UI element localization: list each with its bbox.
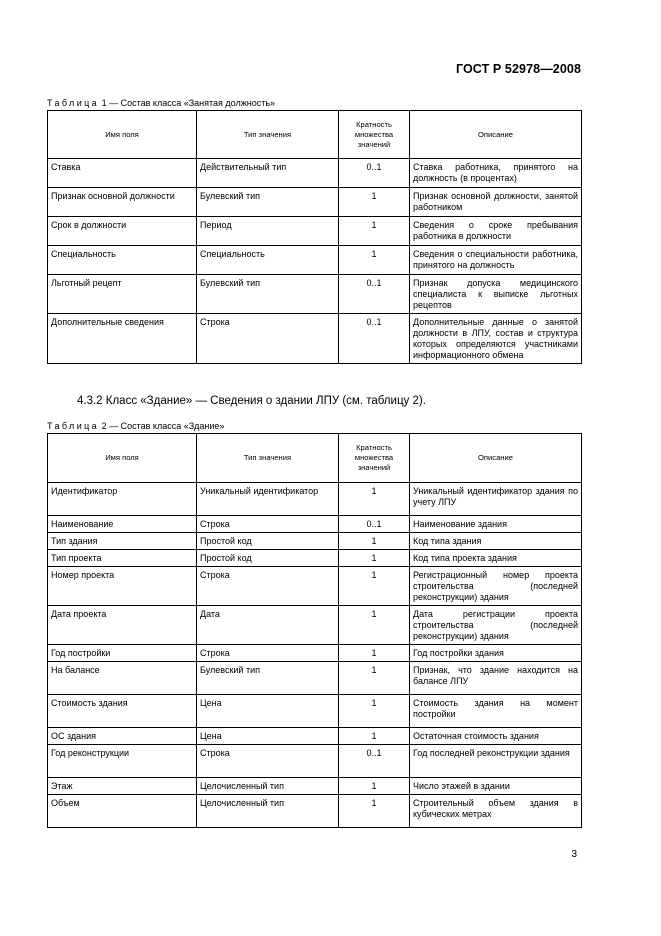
table-row: [48, 795, 582, 828]
cell-description: Код типа проекта здания: [410, 550, 582, 567]
cell-description: Год последней реконструкции здания: [410, 745, 582, 778]
cell-description: Строительный объем здания в кубических метрах: [410, 795, 582, 828]
table-row: [48, 533, 582, 550]
cell-description: Дополнительные данные о занятой должности в ЛПУ, состав и структура которых определяются участниками информационного обмена: [410, 314, 582, 364]
cell-description: Ставка работника, принятого на должность (в процентах): [410, 159, 582, 188]
table-row: [48, 483, 582, 516]
column-header-description: Описание: [410, 434, 582, 483]
column-header-name: Имя поля: [48, 434, 197, 483]
cell-name: Год постройки: [48, 645, 197, 662]
cell-description: Сведения о сроке пребывания работника в должности: [410, 217, 582, 246]
cell-type: Цена: [197, 695, 339, 728]
cell-type: Простой код: [197, 550, 339, 567]
table2: [47, 433, 582, 828]
cell-type: Строка: [197, 645, 339, 662]
cell-description: Наименование здания: [410, 516, 582, 533]
cell-type: Строка: [197, 567, 339, 606]
cell-description: Стоимость здания на момент постройки: [410, 695, 582, 728]
cell-name: Этаж: [48, 778, 197, 795]
table-row: [48, 645, 582, 662]
cell-multiplicity: 1: [339, 728, 410, 745]
cell-name: Тип здания: [48, 533, 197, 550]
cell-name: Дата проекта: [48, 606, 197, 645]
table1-caption: [47, 98, 275, 108]
cell-name: Специальность: [48, 246, 197, 275]
table1-caption-word: Таблица: [47, 98, 100, 108]
cell-type: Булевский тип: [197, 188, 339, 217]
cell-description: Уникальный идентификатор здания по учету ЛПУ: [410, 483, 582, 516]
column-header-multiplicity: Кратность множества значений: [339, 434, 410, 483]
cell-name: ОС здания: [48, 728, 197, 745]
cell-type: Цена: [197, 728, 339, 745]
cell-multiplicity: 1: [339, 533, 410, 550]
cell-multiplicity: 1: [339, 795, 410, 828]
cell-multiplicity: 1: [339, 778, 410, 795]
table-row: [48, 728, 582, 745]
table-row: [48, 778, 582, 795]
table1-caption-text: 1 — Состав класса «Занятая должность»: [101, 98, 276, 108]
cell-type: Строка: [197, 516, 339, 533]
table-row: [48, 275, 582, 314]
cell-type: Период: [197, 217, 339, 246]
page-number: 3: [571, 849, 577, 860]
cell-description: Число этажей в здании: [410, 778, 582, 795]
cell-multiplicity: 1: [339, 483, 410, 516]
cell-type: Уникальный идентификатор: [197, 483, 339, 516]
cell-name: Ставка: [48, 159, 197, 188]
cell-multiplicity: 1: [339, 550, 410, 567]
table-row: [48, 662, 582, 695]
cell-type: Строка: [197, 314, 339, 364]
cell-name: Объем: [48, 795, 197, 828]
cell-name: Тип проекта: [48, 550, 197, 567]
cell-name: Дополнительные сведения: [48, 314, 197, 364]
table-row: [48, 516, 582, 533]
table-row: [48, 745, 582, 778]
cell-description: Год постройки здания: [410, 645, 582, 662]
cell-description: Код типа здания: [410, 533, 582, 550]
cell-type: Целочисленный тип: [197, 778, 339, 795]
cell-type: Специальность: [197, 246, 339, 275]
cell-multiplicity: 1: [339, 606, 410, 645]
cell-description: Признак, что здание находится на балансе ЛПУ: [410, 662, 582, 695]
table-row: [48, 567, 582, 606]
table1: [47, 110, 582, 364]
table-row: [48, 159, 582, 188]
cell-name: Стоимость здания: [48, 695, 197, 728]
cell-name: Год реконструкции: [48, 745, 197, 778]
cell-name: Идентификатор: [48, 483, 197, 516]
table2-header-row: [48, 434, 582, 483]
column-header-description: Описание: [410, 111, 582, 159]
cell-name: Признак основной должности: [48, 188, 197, 217]
cell-name: Наименование: [48, 516, 197, 533]
cell-multiplicity: 0..1: [339, 516, 410, 533]
table-row: [48, 550, 582, 567]
cell-description: Сведения о специальности работника, принятого на должность: [410, 246, 582, 275]
cell-name: Номер проекта: [48, 567, 197, 606]
column-header-name: Имя поля: [48, 111, 197, 159]
table-row: [48, 314, 582, 364]
table1-header-row: [48, 111, 582, 159]
cell-description: Регистрационный номер проекта строительства (последней реконструкции) здания: [410, 567, 582, 606]
table-row: [48, 695, 582, 728]
cell-multiplicity: 1: [339, 246, 410, 275]
cell-multiplicity: 1: [339, 217, 410, 246]
cell-type: Булевский тип: [197, 662, 339, 695]
table-row: [48, 606, 582, 645]
column-header-type: Тип значения: [197, 434, 339, 483]
table-row: [48, 217, 582, 246]
column-header-type: Тип значения: [197, 111, 339, 159]
cell-multiplicity: 1: [339, 662, 410, 695]
cell-type: Простой код: [197, 533, 339, 550]
cell-type: Булевский тип: [197, 275, 339, 314]
table-row: [48, 188, 582, 217]
cell-multiplicity: 1: [339, 645, 410, 662]
cell-multiplicity: 1: [339, 188, 410, 217]
cell-name: На балансе: [48, 662, 197, 695]
cell-multiplicity: 0..1: [339, 314, 410, 364]
cell-type: Строка: [197, 745, 339, 778]
column-header-multiplicity: Кратность множества значений: [339, 111, 410, 159]
cell-name: Срок в должности: [48, 217, 197, 246]
cell-type: Действительный тип: [197, 159, 339, 188]
document-code: ГОСТ Р 52978—2008: [455, 62, 581, 76]
cell-description: Признак допуска медицинского специалиста к выписке льготных рецептов: [410, 275, 582, 314]
cell-type: Целочисленный тип: [197, 795, 339, 828]
cell-multiplicity: 1: [339, 567, 410, 606]
cell-multiplicity: 0..1: [339, 275, 410, 314]
cell-name: Льготный рецепт: [48, 275, 197, 314]
cell-type: Дата: [197, 606, 339, 645]
cell-description: Остаточная стоимость здания: [410, 728, 582, 745]
section-heading: 4.3.2 Класс «Здание» — Сведения о здании ЛПУ (см. таблицу 2).: [77, 395, 426, 407]
cell-description: Дата регистрации проекта строительства (последней реконструкции) здания: [410, 606, 582, 645]
cell-multiplicity: 1: [339, 695, 410, 728]
table2-caption: [47, 421, 224, 431]
cell-multiplicity: 0..1: [339, 159, 410, 188]
table2-caption-word: Таблица: [47, 421, 100, 431]
table2-caption-text: 2 — Состав класса «Здание»: [101, 421, 225, 431]
cell-description: Признак основной должности, занятой работником: [410, 188, 582, 217]
table-row: [48, 246, 582, 275]
cell-multiplicity: 0..1: [339, 745, 410, 778]
